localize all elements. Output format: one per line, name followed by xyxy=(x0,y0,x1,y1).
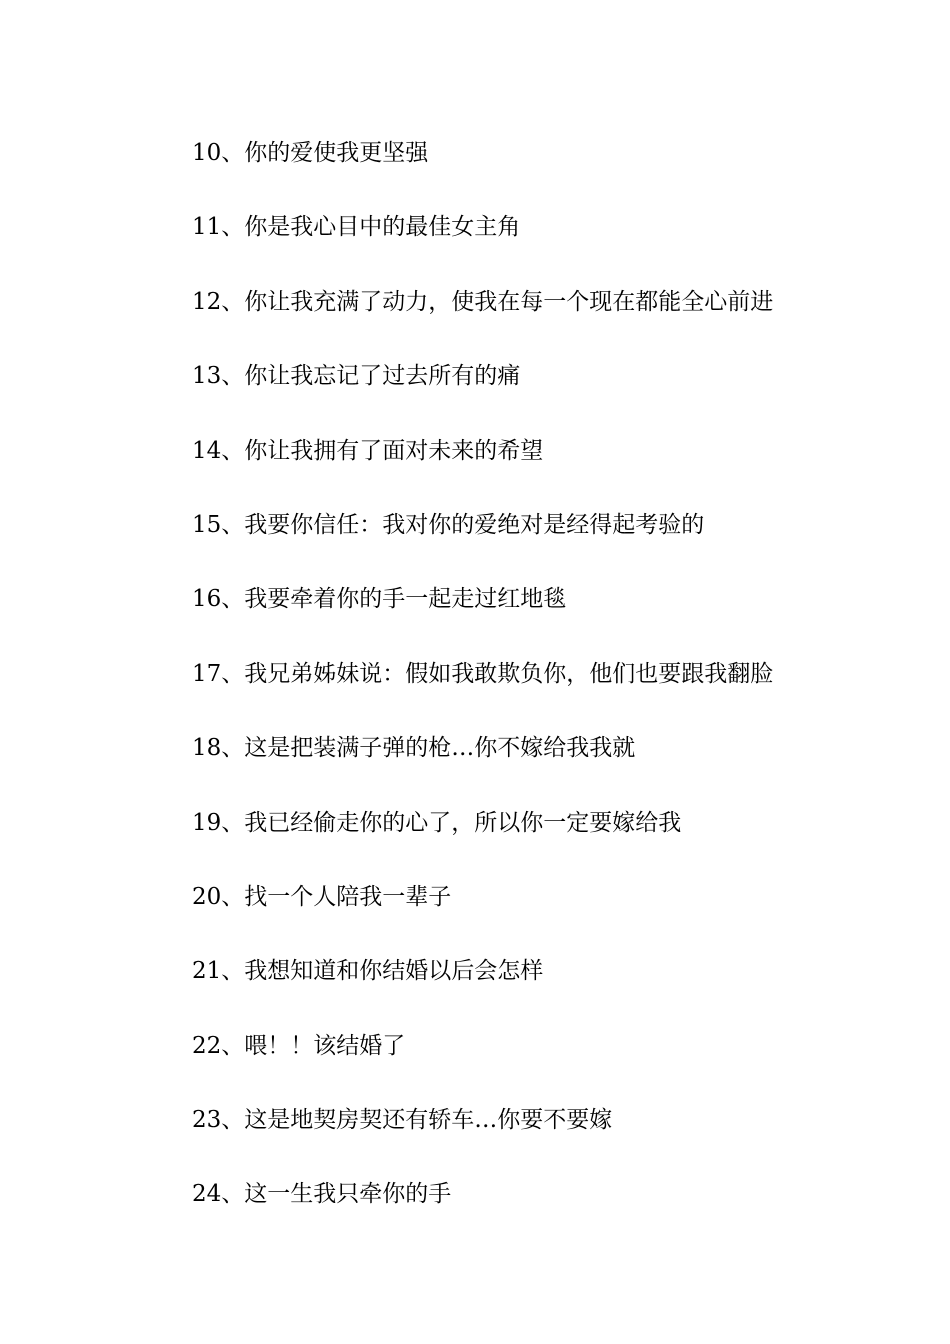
numbered-list xyxy=(192,134,892,1250)
list-item: 20、找一个人陪我一辈子 xyxy=(192,883,452,910)
list-item: 18、这是把装满子弹的枪…你不嫁给我我就 xyxy=(192,735,636,762)
list-item: 14、你让我拥有了面对未来的希望 xyxy=(192,437,544,464)
list-item: 12、你让我充满了动力，使我在每一个现在都能全心前进 xyxy=(192,288,774,315)
list-item: 24、这一生我只牵你的手 xyxy=(192,1181,452,1208)
list-item: 22、喂！！该结婚了 xyxy=(192,1032,406,1059)
list-item: 21、我想知道和你结婚以后会怎样 xyxy=(192,958,544,985)
list-item: 13、你让我忘记了过去所有的痛 xyxy=(192,363,521,390)
list-item: 23、这是地契房契还有轿车…你要不要嫁 xyxy=(192,1107,613,1134)
list-item: 10、你的爱使我更坚强 xyxy=(192,140,429,166)
list-item: 11、你是我心目中的最佳女主角 xyxy=(192,214,521,241)
list-item: 19、我已经偷走你的心了，所以你一定要嫁给我 xyxy=(192,809,682,836)
list-item: 15、我要你信任：我对你的爱绝对是经得起考验的 xyxy=(192,511,705,538)
list-item: 16、我要牵着你的手一起走过红地毯 xyxy=(192,586,567,613)
list-item: 17、我兄弟姊妹说：假如我敢欺负你，他们也要跟我翻脸 xyxy=(192,660,774,687)
